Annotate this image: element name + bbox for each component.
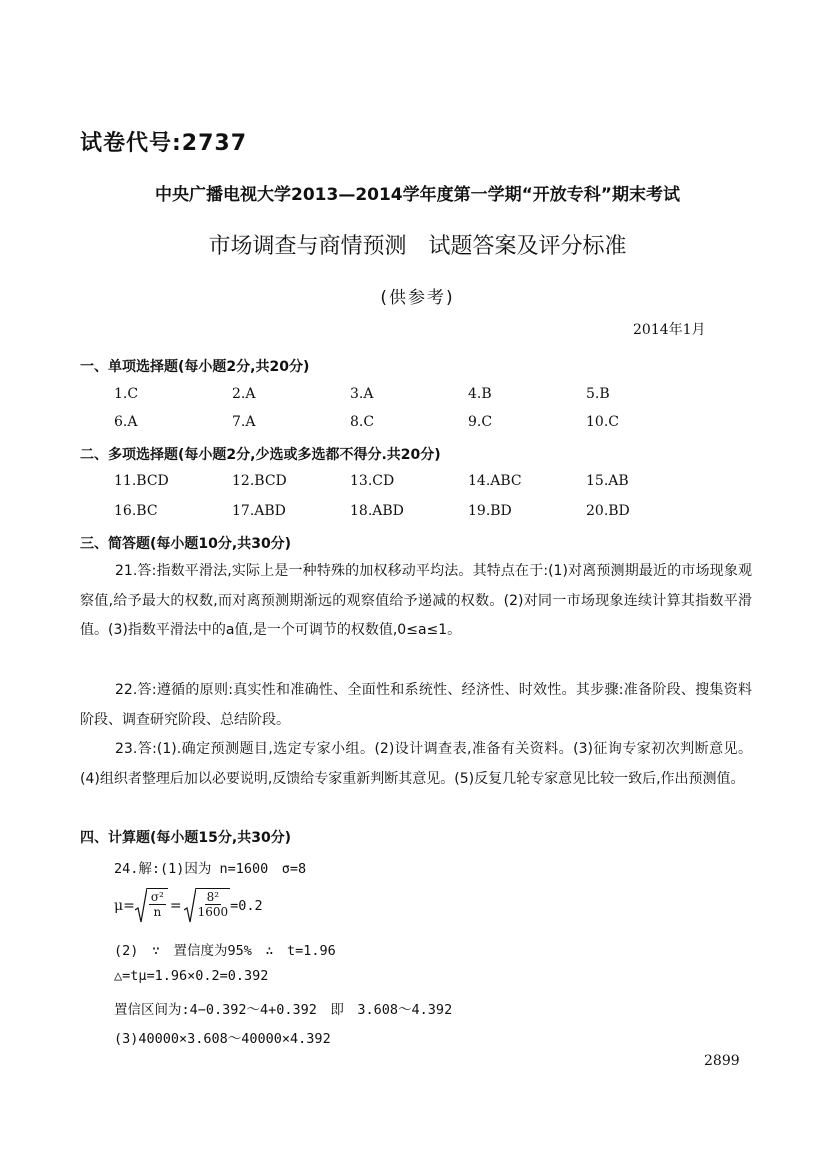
answer-item: 19.BD	[468, 503, 512, 519]
answer-item: 18.ABD	[350, 503, 404, 519]
answer-23-text: 23.答:(1).确定预测题目,选定专家小组。(2)设计调查表,准备有关资料。(3)征询专家初次判断意见。(4)组织者整理后加以必要说明,反馈给专家重新判断其意见。(5)反复几轮专家意见比较一致后,作出预测值。	[80, 741, 752, 787]
answer-21-text: 21.答:指数平滑法,实际上是一种特殊的加权移动平均法。其特点在于:(1)对离预测期最近的市场现象观察值,给予最大的权数,而对离预测期渐远的观察值给予递减的权数。(2)对同一市场现象连续计算其指数平滑值。(3)指数平滑法中的a值,是一个可调节的权数值,0≤a≤1。	[80, 563, 752, 639]
fraction: $\frac{\text{8²}}{1600}$	[197, 890, 229, 919]
document-date: 2014年1月	[633, 322, 706, 338]
answer-item: 9.C	[468, 414, 493, 430]
answer-row	[114, 503, 704, 519]
fraction: $\frac{\text{σ²}}{n}$	[150, 890, 164, 919]
formula-equals: =	[169, 898, 182, 914]
answer-item: 14.ABC	[468, 473, 522, 489]
answer-item: 16.BC	[114, 503, 158, 519]
calc-line: △=tμ=1.96×0.2=0.392	[114, 968, 269, 984]
answer-item: 13.CD	[350, 473, 395, 489]
answer-item: 8.C	[350, 414, 375, 430]
answer-item: 12.BCD	[232, 473, 287, 489]
answer-item: 5.B	[586, 386, 610, 402]
answer-item: 2.A	[232, 386, 256, 402]
document-title: 市场调查与商情预测 试题答案及评分标准	[208, 234, 627, 259]
answer-23	[80, 735, 752, 794]
answer-item: 17.ABD	[232, 503, 286, 519]
calc-line: (3)40000×3.608～40000×4.392	[114, 1031, 331, 1047]
answer-item: 11.BCD	[114, 473, 169, 489]
section-3-heading: 三、简答题(每小题10分,共30分)	[80, 536, 292, 552]
formula-lhs: μ=	[114, 898, 135, 914]
answer-22	[80, 676, 752, 735]
answer-item: 3.A	[350, 386, 374, 402]
answer-row	[114, 414, 704, 430]
page-number: 2899	[704, 1053, 740, 1069]
exam-code: 试卷代号:2737	[80, 131, 248, 156]
calc-line: (2) ∵ 置信度为95% ∴ t=1.96	[114, 943, 336, 959]
answer-item: 6.A	[114, 414, 138, 430]
reference-note: (供参考)	[380, 288, 455, 308]
answer-21	[80, 557, 752, 646]
sqrt-sign	[135, 888, 168, 924]
section-4-heading: 四、计算题(每小题15分,共30分)	[80, 830, 292, 846]
answer-item: 15.AB	[586, 473, 629, 489]
calc-line: 置信区间为:4−0.392～4+0.392 即 3.608～4.392	[114, 1002, 453, 1018]
answer-item: 4.B	[468, 386, 492, 402]
section-2-heading: 二、多项选择题(每小题2分,少选或多选都不得分.共20分)	[80, 447, 441, 463]
answer-item: 7.A	[232, 414, 256, 430]
answer-22-text: 22.答:遵循的原则:真实性和准确性、全面性和系统性、经济性、时效性。其步骤:准备阶段、搜集资料阶段、调查研究阶段、总结阶段。	[80, 682, 752, 728]
answer-item: 10.C	[586, 414, 619, 430]
calc-line: 24.解:(1)因为 n=1600 σ=8	[114, 861, 307, 877]
standard-error-formula	[114, 886, 263, 926]
sqrt-sign	[184, 888, 231, 924]
exam-header: 中央广播电视大学2013—2014学年度第一学期“开放专科”期末考试	[155, 185, 680, 205]
formula-result: =0.2	[230, 898, 263, 914]
answer-item: 1.C	[114, 386, 139, 402]
answer-row	[114, 473, 704, 489]
section-1-heading: 一、单项选择题(每小题2分,共20分)	[80, 359, 310, 375]
answer-item: 20.BD	[586, 503, 630, 519]
answer-row	[114, 386, 704, 402]
